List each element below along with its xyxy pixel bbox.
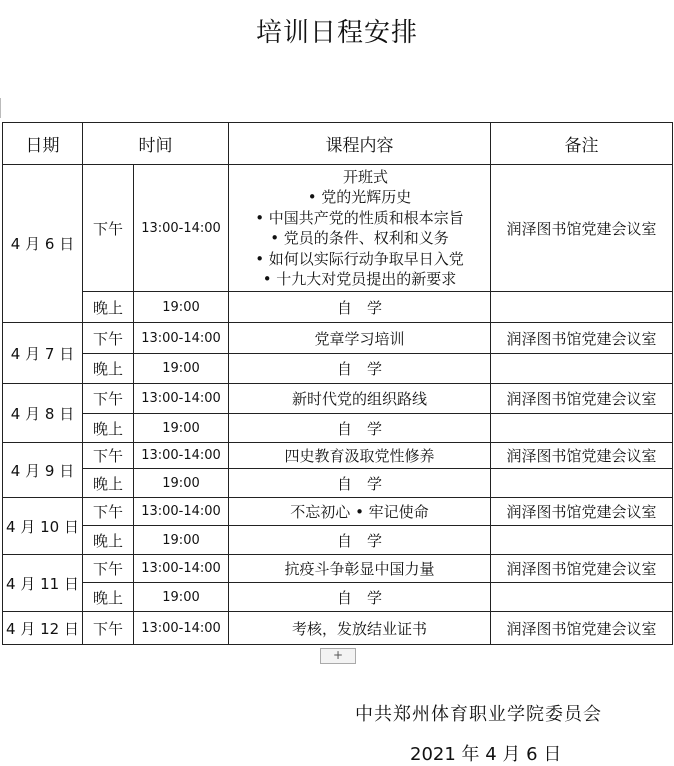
table-row	[3, 526, 673, 555]
period-cell: 晚上	[83, 292, 134, 323]
course-line: • 党员的条件、权利和义务	[270, 229, 449, 247]
period-cell: 晚上	[83, 354, 134, 384]
table-row	[3, 323, 673, 354]
signing-date: 2021 年 4 月 6 日	[410, 744, 562, 765]
header-note: 备注	[491, 123, 673, 165]
note-cell: 润泽图书馆党建会议室	[491, 323, 673, 354]
note-cell	[491, 583, 673, 612]
course-cell: 四史教育汲取党性修养	[229, 443, 491, 469]
time-cell: 19:00	[134, 292, 229, 323]
period-cell: 晚上	[83, 583, 134, 612]
table-row	[3, 443, 673, 469]
header-course: 课程内容	[229, 123, 491, 165]
course-cell: 自 学	[229, 354, 491, 384]
course-line: • 中国共产党的性质和根本宗旨	[255, 208, 464, 227]
time-cell: 19:00	[134, 354, 229, 384]
period-cell: 下午	[83, 443, 134, 469]
add-row-button[interactable]: +	[320, 648, 356, 664]
signing-organization: 中共郑州体育职业学院委员会	[355, 704, 602, 725]
date-cell: 4 月 7 日	[3, 323, 83, 384]
period-cell: 晚上	[83, 469, 134, 498]
period-cell: 晚上	[83, 526, 134, 555]
period-cell: 下午	[83, 384, 134, 414]
table-row	[3, 292, 673, 323]
table-row	[3, 414, 673, 443]
time-cell: 13:00-14:00	[134, 555, 229, 583]
table-row	[3, 469, 673, 498]
period-cell: 下午	[83, 165, 134, 292]
time-cell: 13:00-14:00	[134, 165, 229, 292]
header-time: 时间	[83, 123, 229, 165]
note-cell	[491, 469, 673, 498]
course-line: • 党的光辉历史	[307, 188, 412, 206]
note-cell	[491, 354, 673, 384]
header-date: 日期	[3, 123, 83, 165]
course-cell: 抗疫斗争彰显中国力量	[229, 555, 491, 583]
course-cell: 自 学	[229, 469, 491, 498]
date-cell: 4 月 8 日	[3, 384, 83, 443]
course-cell: 自 学	[229, 583, 491, 612]
table-row	[3, 498, 673, 526]
note-cell: 润泽图书馆党建会议室	[491, 555, 673, 583]
period-cell: 下午	[83, 323, 134, 354]
period-cell: 下午	[83, 612, 134, 645]
course-line: 开班式	[342, 167, 388, 186]
table-row	[3, 555, 673, 583]
date-cell: 4 月 11 日	[3, 555, 83, 612]
note-cell: 润泽图书馆党建会议室	[491, 165, 673, 292]
time-cell: 19:00	[134, 414, 229, 443]
table-row	[3, 612, 673, 645]
date-cell: 4 月 9 日	[3, 443, 83, 498]
course-cell: 考核，发放结业证书	[229, 612, 491, 645]
time-cell: 13:00-14:00	[134, 384, 229, 414]
note-cell	[491, 292, 673, 323]
header-row	[3, 123, 673, 165]
time-cell: 13:00-14:00	[134, 498, 229, 526]
time-cell: 13:00-14:00	[134, 323, 229, 354]
course-line: • 如何以实际行动争取早日入党	[255, 249, 464, 268]
time-cell: 13:00-14:00	[134, 443, 229, 469]
schedule-table	[2, 122, 673, 645]
time-cell: 19:00	[134, 526, 229, 555]
date-cell: 4 月 12 日	[3, 612, 83, 645]
time-cell: 13:00-14:00	[134, 612, 229, 645]
page-margin-mark	[0, 98, 4, 118]
course-cell: 新时代党的组织路线	[229, 384, 491, 414]
course-cell	[229, 165, 491, 292]
document-title: 培训日程安排	[255, 18, 418, 48]
date-cell: 4 月 10 日	[3, 498, 83, 555]
note-cell: 润泽图书馆党建会议室	[491, 498, 673, 526]
course-cell: 党章学习培训	[229, 323, 491, 354]
note-cell: 润泽图书馆党建会议室	[491, 443, 673, 469]
time-cell: 19:00	[134, 469, 229, 498]
course-cell: 自 学	[229, 414, 491, 443]
table-row	[3, 354, 673, 384]
course-cell: 不忘初心 • 牢记使命	[229, 498, 491, 526]
note-cell: 润泽图书馆党建会议室	[491, 384, 673, 414]
period-cell: 下午	[83, 555, 134, 583]
course-cell: 自 学	[229, 526, 491, 555]
course-cell: 自 学	[229, 292, 491, 323]
course-line: • 十九大对党员提出的新要求	[262, 270, 457, 288]
note-cell: 润泽图书馆党建会议室	[491, 612, 673, 645]
period-cell: 下午	[83, 498, 134, 526]
table-row	[3, 583, 673, 612]
period-cell: 晚上	[83, 414, 134, 443]
time-cell: 19:00	[134, 583, 229, 612]
table-row	[3, 165, 673, 292]
date-cell: 4 月 6 日	[3, 165, 83, 323]
table-row	[3, 384, 673, 414]
note-cell	[491, 526, 673, 555]
note-cell	[491, 414, 673, 443]
